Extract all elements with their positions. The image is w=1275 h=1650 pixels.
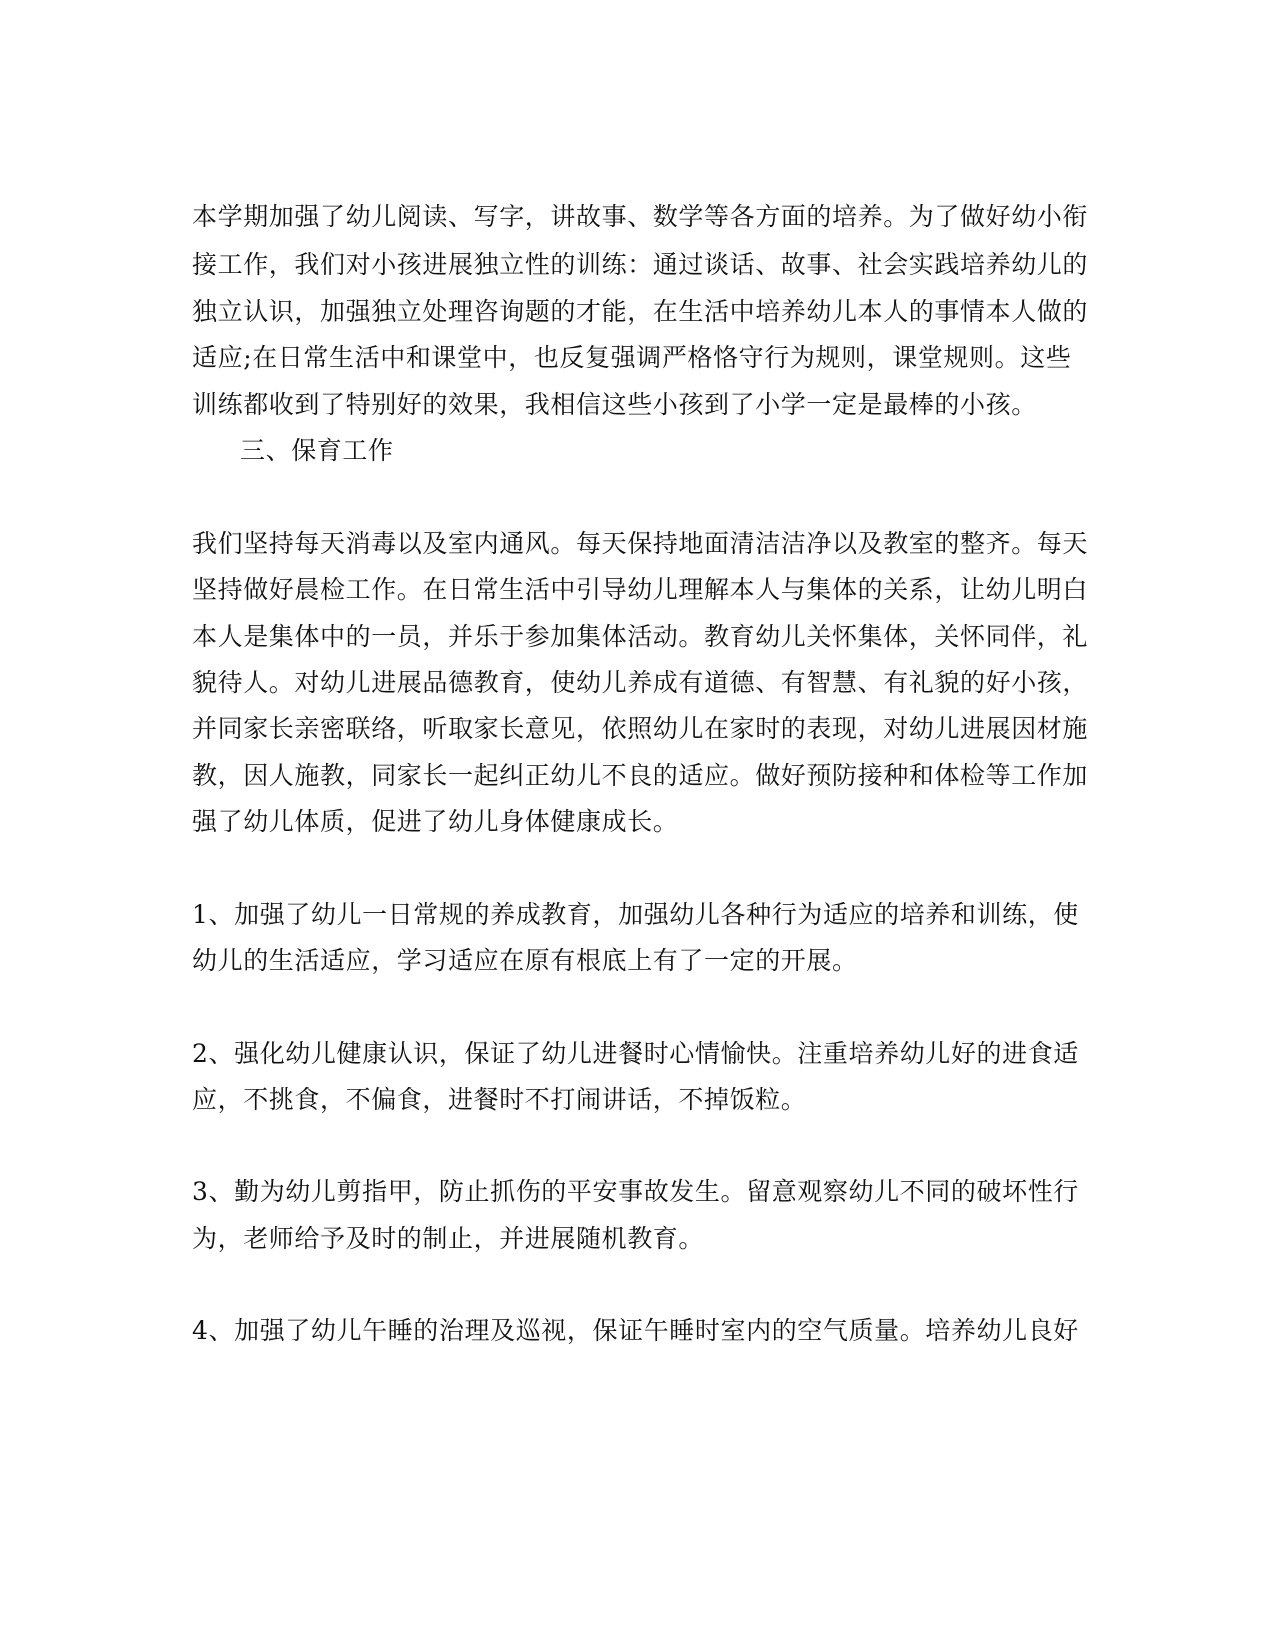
paragraph-2-line-1: 我们坚持每天消毒以及室内通风。每天保持地面清洁洁净以及教室的整齐。每天 <box>192 529 1089 558</box>
paragraph-2-line-3: 本人是集体中的一员，并乐于参加集体活动。教育幼儿关怀集体，关怀同伴，礼 <box>192 622 1089 651</box>
paragraph-1-line-3: 独立认识，加强独立处理咨询题的才能，在生活中培养幼儿本人的事情本人做的 <box>192 297 1089 326</box>
item-2-line-2: 应，不挑食，不偏食，进餐时不打闹讲话，不掉饭粒。 <box>192 1085 807 1114</box>
item-1-line-2: 幼儿的生活适应，学习适应在原有根底上有了一定的开展。 <box>192 946 858 975</box>
item-4-line-1: 4、加强了幼儿午睡的治理及巡视，保证午睡时室内的空气质量。培养幼儿良好 <box>192 1316 1079 1345</box>
paragraph-2-line-4: 貌待人。对幼儿进展品德教育，使幼儿养成有道德、有智慧、有礼貌的好小孩， <box>192 668 1089 697</box>
item-1-line-1: 1、加强了幼儿一日常规的养成教育，加强幼儿各种行为适应的培养和训练，使 <box>192 900 1079 929</box>
paragraph-2-line-6: 教，因人施教，同家长一起纠正幼儿不良的适应。做好预防接种和体检等工作加 <box>192 761 1089 790</box>
item-3-line-2: 为，老师给予及时的制止，并进展随机教育。 <box>192 1224 705 1253</box>
section-heading: 三、保育工作 <box>240 436 394 465</box>
paragraph-1-line-5: 训练都收到了特别好的效果，我相信这些小孩到了小学一定是最棒的小孩。 <box>192 390 1037 419</box>
paragraph-2-line-7: 强了幼儿体质，促进了幼儿身体健康成长。 <box>192 807 679 836</box>
paragraph-1-line-1: 本学期加强了幼儿阅读、写字，讲故事、数学等各方面的培养。为了做好幼小衔 <box>192 202 1089 231</box>
paragraph-2-line-2: 坚持做好晨检工作。在日常生活中引导幼儿理解本人与集体的关系，让幼儿明白 <box>192 575 1089 604</box>
item-2-line-1: 2、强化幼儿健康认识，保证了幼儿进餐时心情愉快。注重培养幼儿好的进食适 <box>192 1039 1079 1068</box>
item-3-line-1: 3、勤为幼儿剪指甲，防止抓伤的平安事故发生。留意观察幼儿不同的破坏性行 <box>192 1177 1079 1206</box>
paragraph-1-line-4: 适应;在日常生活中和课堂中，也反复强调严格恪守行为规则，课堂规则。这些 <box>192 343 1072 372</box>
paragraph-2-line-5: 并同家长亲密联络，听取家长意见，依照幼儿在家时的表现，对幼儿进展因材施 <box>192 714 1089 743</box>
paragraph-1-line-2: 接工作，我们对小孩进展独立性的训练：通过谈话、故事、社会实践培养幼儿的 <box>192 250 1089 279</box>
